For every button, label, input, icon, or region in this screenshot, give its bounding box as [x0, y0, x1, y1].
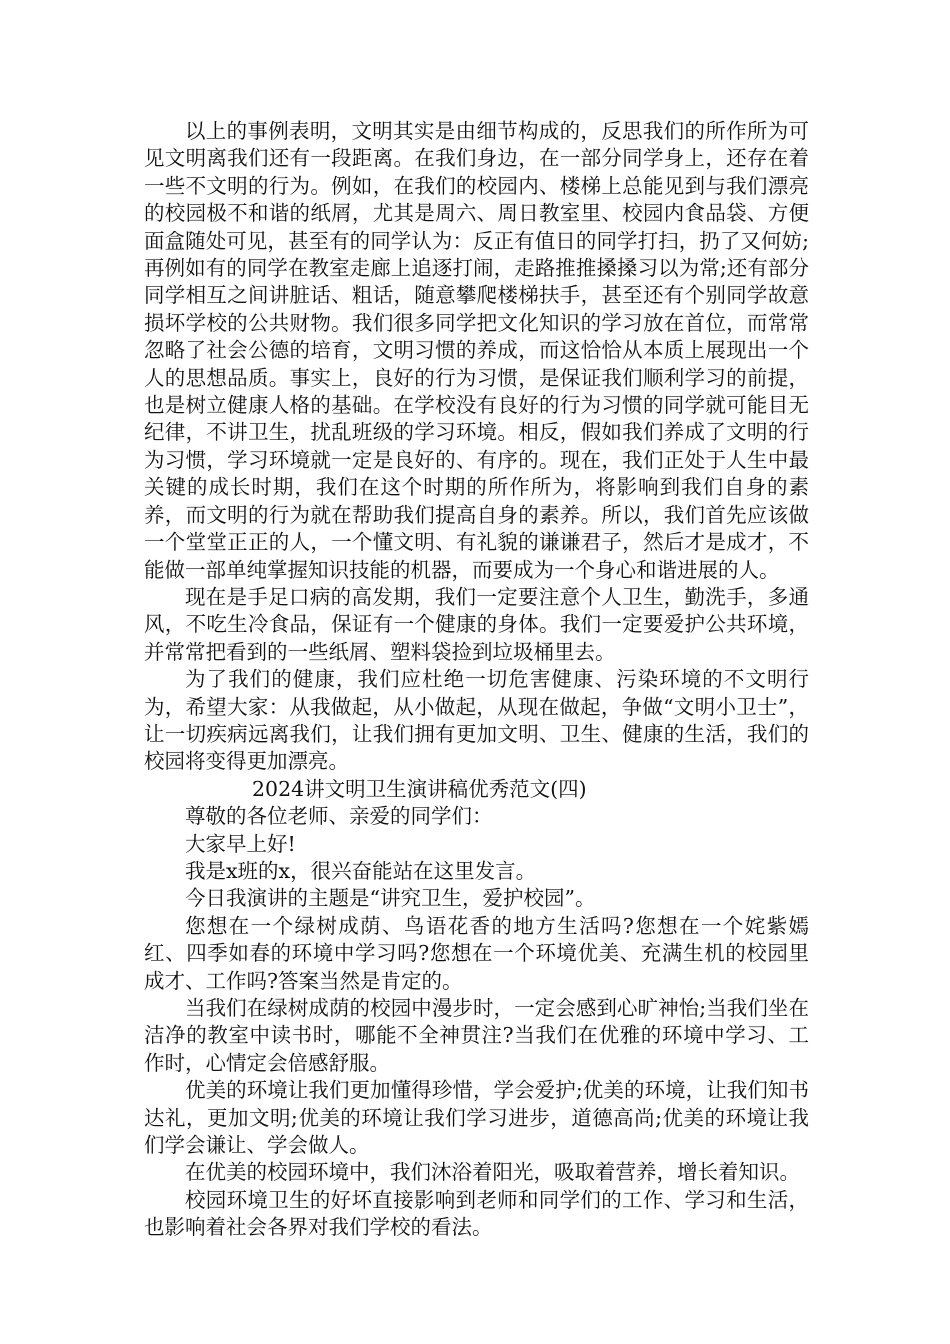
speech-greeting: 尊敬的各位老师、亲爱的同学们： [185, 804, 493, 829]
speech-self-intro: 我是x班的x，很兴奋能站在这里发言。 [185, 858, 537, 883]
speech-good-morning: 大家早上好! [185, 831, 296, 856]
document-page [144, 118, 809, 1242]
speech-hygiene-impact: 校园环境卫生的好坏直接影响到老师和同学们的工作、学习和生活，也影响着社会各界对我们学校的看法。 [144, 1187, 809, 1240]
speech-questions: 您想在一个绿树成荫、鸟语花香的地方生活吗?您想在一个姹紫嫣红、四季如春的环境中学习吗?您想在一个环境优美、充满生机的校园里成才、工作吗?答案当然是肯定的。 [144, 913, 809, 993]
paragraph-health-appeal: 为了我们的健康，我们应杜绝一切危害健康、污染环境的不文明行为，希望大家：从我做起，从小做起，从现在做起，争做“文明小卫士”，让一切疾病远离我们，让我们拥有更加文明、卫生、健康的生活，我们的校园将变得更加漂亮。 [144, 667, 809, 774]
paragraph-civility-details: 以上的事例表明，文明其实是由细节构成的，反思我们的所作所为可见文明离我们还有一段距离。在我们身边，在一部分同学身上，还存在着一些不文明的行为。例如，在我们的校园内、楼梯上总能见到与我们漂亮的校园极不和谐的纸屑，尤其是周六、周日教室里、校园内食品袋、方便面盒随处可见，甚至有的同学认为：反正有值日的同学打扫，扔了又何妨;再例如有的同学在教室走廊上追逐打闹，走路推推搡搡习以为常;还有部分同学相互之间讲脏话、粗话，随意攀爬楼梯扶手，甚至还有个别同学故意损坏学校的公共财物。我们很多同学把文化知识的学习放在首位，而常常忽略了社会公德的培育，文明习惯的养成，而这恰恰从本质上展现出一个人的思想品质。事实上，良好的行为习惯，是保证我们顺利学习的前提，也是树立健康人格的基础。在学校没有良好的行为习惯的同学就可能目无纪律，不讲卫生，扰乱班级的学习环境。相反，假如我们养成了文明的行为习惯，学习环境就一定是良好的、有序的。现在，我们正处于人生中最关键的成长时期，我们在这个时期的所作所为，将影响到我们自身的素养，而文明的行为就在帮助我们提高自身的素养。所以，我们首先应该做一个堂堂正正的人，一个懂文明、有礼貌的谦谦君子，然后才是成才，不能做一部单纯掌握知识技能的机器，而要成为一个身心和谐进展的人。 [144, 119, 809, 582]
speech-campus-walk: 当我们在绿树成荫的校园中漫步时，一定会感到心旷神怡;当我们坐在洁净的教室中读书时，哪能不全神贯注?当我们在优雅的环境中学习、工作时，心情定会倍感舒服。 [144, 996, 809, 1075]
section-title: 2024讲文明卫生演讲稿优秀范文(四) [252, 776, 587, 801]
speech-topic: 今日我演讲的主题是“讲究卫生，爱护校园”。 [185, 886, 596, 911]
speech-sunshine: 在优美的校园环境中，我们沐浴着阳光，吸取着营养，增长着知识。 [185, 1160, 800, 1185]
paragraph-hand-foot-mouth: 现在是手足口病的高发期，我们一定要注意个人卫生，勤洗手，多通风，不吃生冷食品，保证有一个健康的身体。我们一定要爱护公共环境，并常常把看到的一些纸屑、塑料袋捡到垃圾桶里去。 [144, 584, 809, 664]
speech-beautiful-environment: 优美的环境让我们更加懂得珍惜，学会爱护;优美的环境，让我们知书达礼，更加文明;优美的环境让我们学习进步，道德高尚;优美的环境让我们学会谦让、学会做人。 [144, 1078, 809, 1158]
